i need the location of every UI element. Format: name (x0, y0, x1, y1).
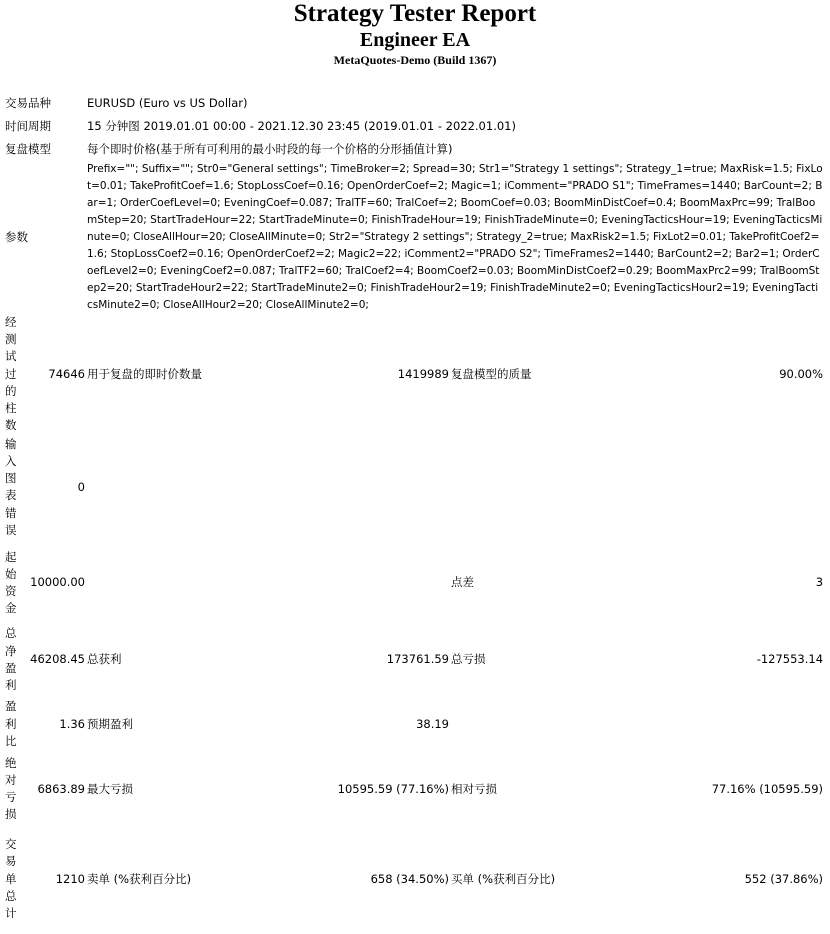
symbol-row (4, 92, 824, 115)
short-label: 卖单 (%获利百分比) (87, 871, 192, 886)
grossloss-value: -127553.14 (756, 652, 824, 667)
errors-row (4, 434, 824, 540)
absdd-label: 绝对亏损 (5, 755, 17, 822)
spread-value: 3 (815, 575, 824, 590)
model-value: 每个即时价格(基于所有可利用的最小时段的每一个价格的分形插值计算) (87, 142, 453, 156)
errors-label: 输入图表错误 (5, 436, 17, 537)
deposit-row (4, 540, 824, 625)
quality-label: 复盘模型的质量 (451, 366, 532, 381)
params-value: Prefix=""; Suffix=""; Str0="General settings"; TimeBroker=2; Spread=30; Str1="Strategy 1 settings"; Strategy_1=true; MaxRisk=1.5; FixLot=0.01; TakeProfitCoef=1.6; StopLossCoef=0.16; OpenOrderCoef=2; Magic=1; iComment="PRADO S1"; TimeFrames=1440; BarCount=2; Bar=1; OrderCoefLevel=0; EveningCoef=0.087; TralTF=60; TralCoef=2; BoomCoef=0.03; BoomMinDistCoef=0.4; BoomMaxPrc=99; TralBoomStep=20; StartTradeHour=22; StartTradeMinute=0; FinishTradeHour=19; FinishTradeMinute=0; EveningTacticsHour=19; EveningTacticsMinute=0; CloseAllHour=20; CloseAllMinute=0; Str2="Strategy 2 settings"; Strategy_2=true; MaxRisk2=1.5; FixLot2=0.01; TakeProfitCoef2=1.6; StopLossCoef2=0.16; OpenOrderCoef2=2; Magic2=22; iComment2="PRADO S2"; TimeFrames2=1440; BarCount2=2; Bar2=1; OrderCoefLevel2=0; EveningCoef2=0.087; TralTF2=60; TralCoef2=4; BoomCoef2=0.03; BoomMinDistCoef2=0.29; BoomMaxPrc2=99; TralBoomStep2=20; StartTradeHour2=22; StartTradeMinute2=0; FinishTradeHour2=19; FinishTradeMinute2=0; EveningTacticsHour2=19; EveningTacticsMinute2=0; CloseAllHour2=20; CloseAllMinute2=0; (87, 163, 823, 311)
reldd-label: 相对亏损 (451, 781, 497, 796)
quality-value: 90.00% (779, 366, 824, 381)
ticks-label: 用于复盘的即时价数量 (87, 366, 202, 381)
report-title: Strategy Tester Report (293, 0, 537, 27)
maxdd-label: 最大亏损 (87, 781, 133, 796)
short-value: 658 (34.50%) (370, 871, 449, 886)
grossloss-label: 总亏损 (451, 652, 486, 667)
netprofit-row (4, 625, 824, 694)
absdd-value: 6863.89 (37, 781, 85, 796)
server-build: MetaQuotes-Demo (Build 1367) (333, 53, 497, 67)
grossprofit-value: 173761.59 (386, 652, 449, 667)
pf-value: 1.36 (59, 716, 85, 731)
model-label: 复盘模型 (5, 142, 51, 156)
deposit-label: 起始资金 (5, 549, 17, 616)
deposit-value: 10000.00 (30, 575, 85, 590)
grossprofit-label: 总获利 (87, 652, 122, 667)
bars-row (4, 314, 824, 434)
pf-label: 盈利比 (5, 699, 17, 748)
maxdd-value: 10595.59 (77.16%) (337, 781, 449, 796)
long-label: 买单 (%获利百分比) (451, 871, 556, 886)
expert-name: Engineer EA (359, 29, 471, 51)
model-row (4, 138, 824, 161)
long-value: 552 (37.86%) (744, 871, 824, 886)
report-header (0, 0, 830, 68)
symbol-value: EURUSD (Euro vs US Dollar) (87, 96, 248, 110)
errors-value: 0 (77, 479, 85, 494)
symbol-label: 交易品种 (5, 96, 51, 110)
drawdown-row (4, 754, 824, 824)
netprofit-value: 46208.45 (30, 652, 85, 667)
params-row (4, 161, 824, 314)
payoff-value: 38.19 (416, 716, 449, 731)
trades-label: 交易单总计 (5, 837, 17, 921)
netprofit-label: 总净盈利 (5, 626, 17, 693)
params-label: 参数 (5, 230, 28, 244)
payoff-label: 预期盈利 (87, 716, 133, 731)
trades-value: 1210 (55, 871, 85, 886)
trades-row (4, 824, 824, 934)
spread-label: 点差 (451, 575, 474, 590)
period-row (4, 115, 824, 138)
period-value: 15 分钟图 2019.01.01 00:00 - 2021.12.30 23:45 (2019.01.01 - 2022.01.01) (87, 119, 516, 133)
bars-value: 74646 (48, 366, 85, 381)
ticks-value: 1419989 (397, 366, 449, 381)
report-table (4, 92, 824, 934)
bars-label: 经测试过的柱数 (5, 315, 17, 433)
pf-row (4, 694, 824, 754)
period-label: 时间周期 (5, 119, 51, 133)
reldd-value: 77.16% (10595.59) (711, 781, 824, 796)
